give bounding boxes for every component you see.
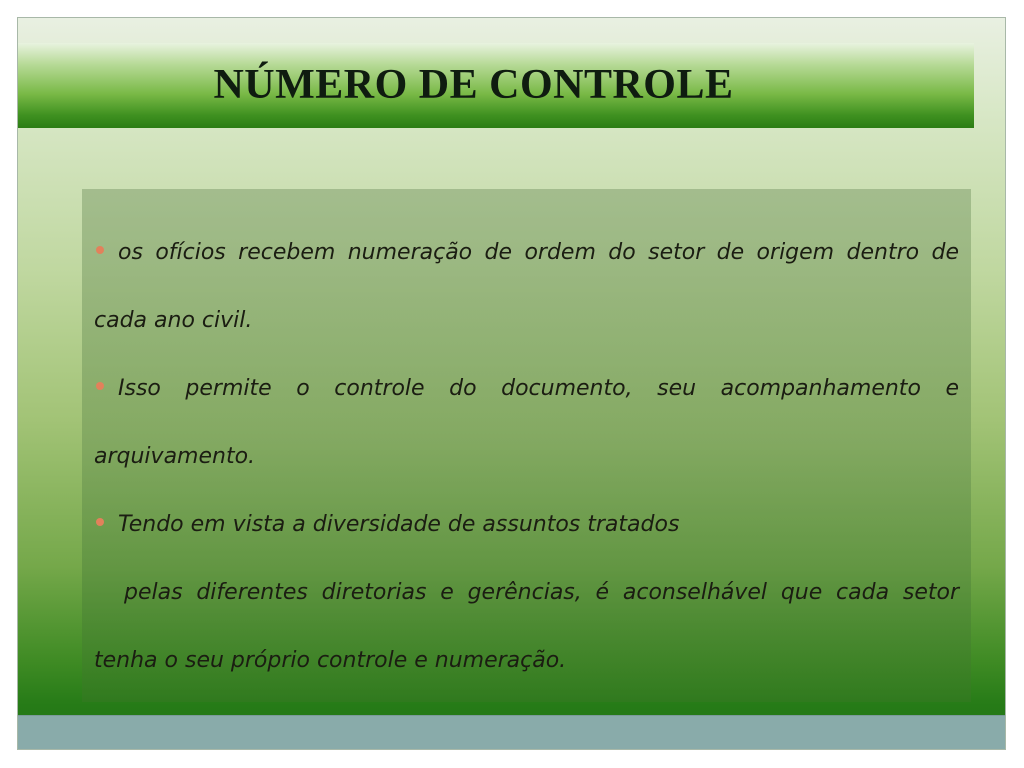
bullet-paragraph-3 (94, 491, 959, 559)
slide (17, 17, 1006, 750)
paragraph-text: os ofícios recebem numeração de ordem do setor de origem dentro de cada ano civil. (94, 240, 959, 333)
paragraph-text: Tendo em vista a diversidade de assuntos tratados (118, 512, 680, 537)
slide-title: NÚMERO DE CONTROLE (213, 62, 734, 108)
bullet-paragraph-1 (94, 219, 959, 355)
paragraph-text: pelas diferentes diretorias e gerências, é aconselhável que cada setor tenha o seu próprio controle e numeração. (94, 580, 959, 673)
bullet-icon (96, 518, 104, 526)
bullet-paragraph-2 (94, 355, 959, 491)
paragraph-text: Isso permite o controle do documento, seu acompanhamento e arquivamento. (94, 376, 959, 469)
content-box (82, 189, 971, 702)
footer-band (18, 715, 1005, 749)
continuation-paragraph (94, 559, 959, 695)
bullet-icon (96, 246, 104, 254)
bullet-icon (96, 382, 104, 390)
